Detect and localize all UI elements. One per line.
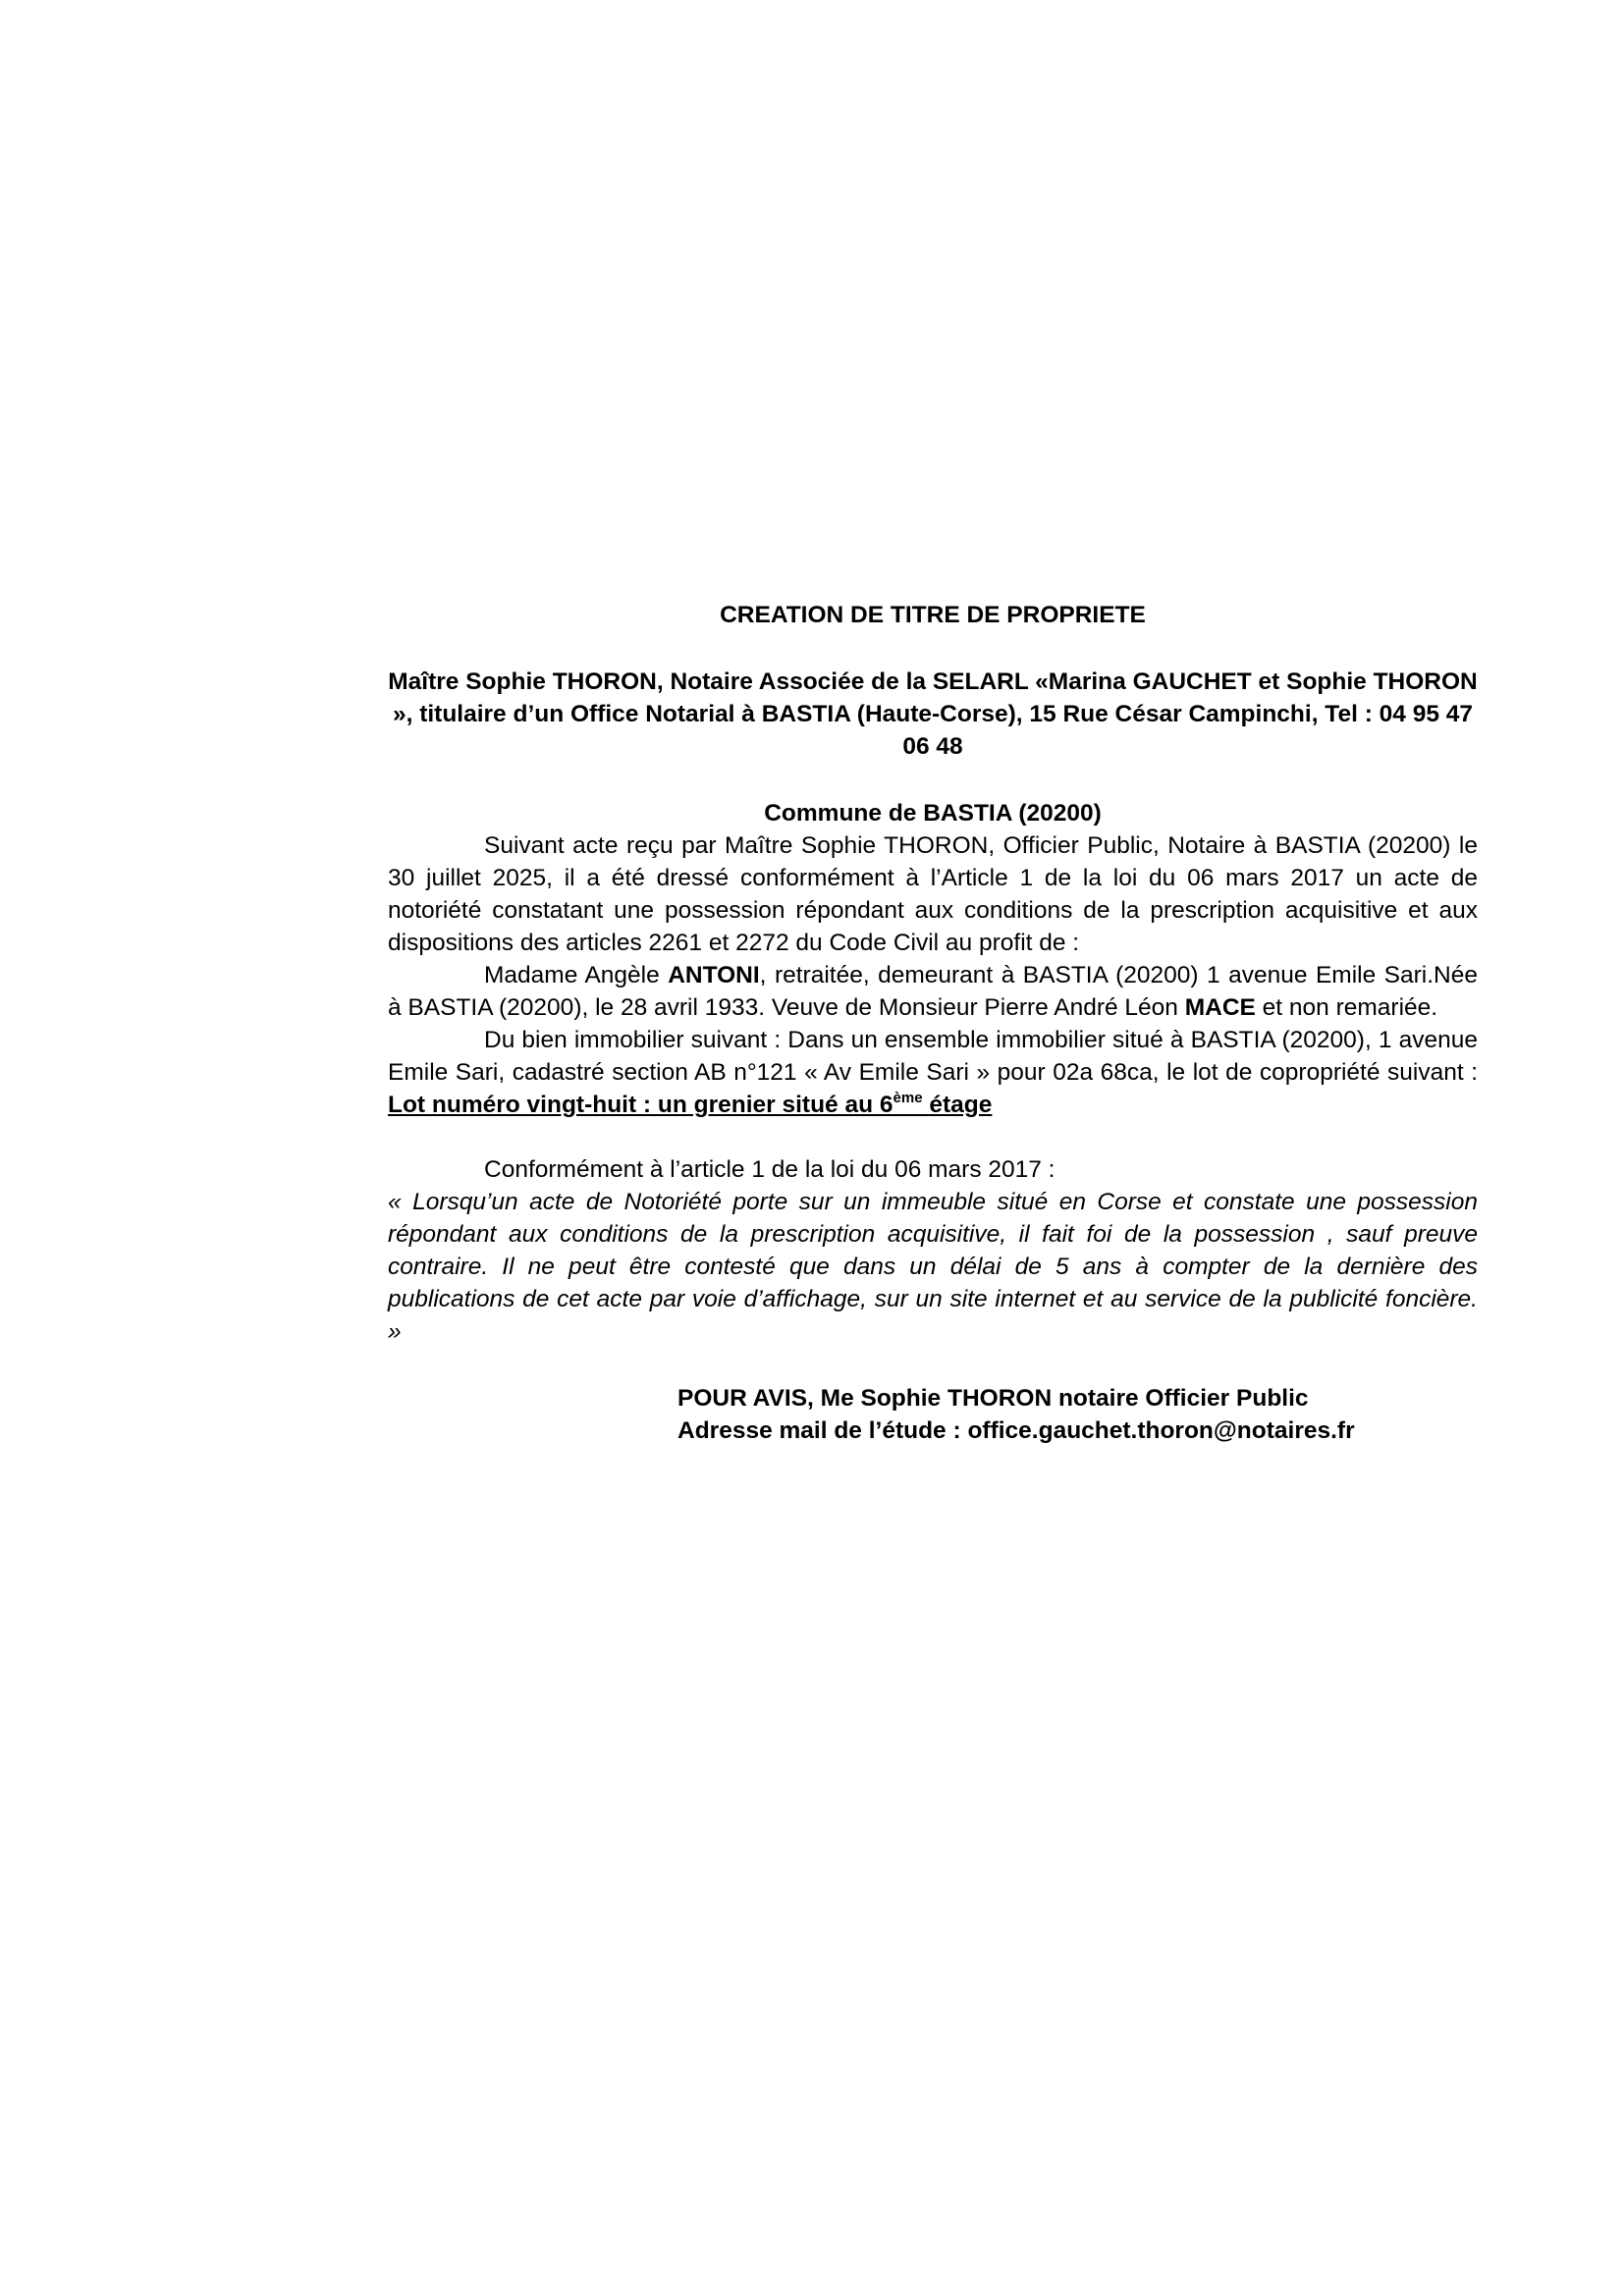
document-title: CREATION DE TITRE DE PROPRIETE bbox=[720, 602, 1146, 628]
office-email-line: Adresse mail de l’étude : office.gauchet.thoron@notaires.fr bbox=[677, 1417, 1355, 1444]
spouse-surname: MACE bbox=[1184, 994, 1256, 1021]
signature-block bbox=[677, 1382, 1478, 1447]
law-quote: « Lorsqu’un acte de Notoriété porte sur un immeuble situé en Corse et constate une possession répondant aux conditions de la prescription acquisitive, il fait foi de la possession , sauf preuve contraire. Il ne peut être contesté que dans un délai de 5 ans à compter de la dernière des publications de cet acte par voie d’affichage, sur un site internet et au service de la publicité foncière. » bbox=[388, 1189, 1478, 1345]
property-description: Du bien immobilier suivant : Dans un ensemble immobilier situé à BASTIA (20200), 1 avenue Emile Sari, cadastré section AB n°121 « Av Emile Sari » pour 02a 68ca, le lot de copropriété suivant : bbox=[388, 1027, 1478, 1086]
beneficiary-paragraph bbox=[388, 959, 1478, 1024]
beneficiary-intro: Madame Angèle bbox=[484, 962, 669, 988]
lot-floor-word: étage bbox=[929, 1092, 993, 1118]
property-paragraph bbox=[388, 1024, 1478, 1121]
act-paragraph: Suivant acte reçu par Maître Sophie THORON, Officier Public, Notaire à BASTIA (20200) le 30 juillet 2025, il a été dressé conformément à l’Article 1 de la loi du 06 mars 2017 un acte de notoriété constatant une possession répondant aux conditions de la prescription acquisitive et aux dispositions des articles 2261 et 2272 du Code Civil au profit de : bbox=[388, 832, 1478, 956]
signature-line: POUR AVIS, Me Sophie THORON notaire Officier Public bbox=[677, 1385, 1309, 1412]
beneficiary-details: , retraitée, demeurant à BASTIA (20200) 1 avenue Emile Sari.Née à BASTIA (20200), le 28 avril 1933. Veuve de Monsieur Pierre André Léon bbox=[388, 962, 1478, 1021]
lot-description bbox=[388, 1092, 992, 1118]
commune-heading: Commune de BASTIA (20200) bbox=[764, 800, 1102, 827]
spacer bbox=[388, 1121, 1478, 1153]
law-intro: Conformément à l’article 1 de la loi du 06 mars 2017 : bbox=[484, 1156, 1056, 1183]
beneficiary-surname: ANTONI bbox=[668, 962, 760, 988]
notice-document bbox=[388, 599, 1478, 1447]
lot-text: Lot numéro vingt-huit : un grenier situé au 6 bbox=[388, 1092, 893, 1118]
lot-superscript: ème bbox=[893, 1090, 923, 1106]
notary-header: Maître Sophie THORON, Notaire Associée de la SELARL «Marina GAUCHET et Sophie THORON », titulaire d’un Office Notarial à BASTIA (Haute-Corse), 15 Rue César Campinchi, Tel : 04 95 47 06 48 bbox=[388, 668, 1478, 760]
marital-status: et non remariée. bbox=[1255, 994, 1438, 1021]
